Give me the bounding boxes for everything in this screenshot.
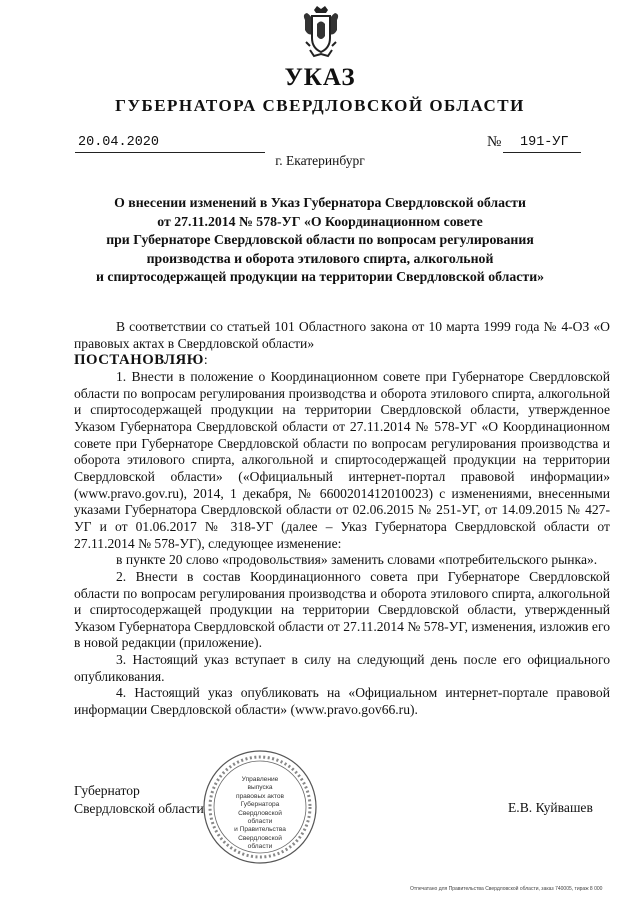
print-note: Отпечатано для Правительства Свердловской области, заказ 740005, тираж 8 000 bbox=[410, 886, 603, 892]
signatory-title-line: Губернатор bbox=[74, 783, 140, 798]
item-1: 1. Внести в положение о Координационном совете при Губернаторе Свердловской области по вопросам регулирования производства и оборота этилового спирта, алкогольной и спиртосодержащей продукции на территории Свердловской области, утвержденное Указом Губернатора Свердловской области от 27.11.2014 № 578-УГ «О Координационном совете при Губернаторе Свердловской области по вопросам регулирования производства и оборота этилового спирта, алкогольной и спиртосодержащей продукции на территории Свердловской области» («Официальный интернет-портал правовой информации» (www.pravo.gov.ru), 2014, 1 декабря, № 6600201412010023) с изменениями, внесенными указами Губернатора Свердловской области от 02.06.2015 № 251-УГ, от 14.09.2015 № 427-УГ и от 01.06.2017 № 318-УГ (далее – Указ Губернатора Свердловской области от 27.11.2014 № 578-УГ), следующее изменение: bbox=[74, 368, 610, 551]
subject-line: при Губернаторе Свердловской области по вопросам регулирования bbox=[106, 232, 534, 248]
coat-of-arms-icon bbox=[300, 4, 342, 60]
city: г. Екатеринбург bbox=[275, 153, 365, 168]
signatory-title bbox=[74, 782, 204, 818]
stamp-line: Свердловской bbox=[238, 809, 282, 817]
item-3: 3. Настоящий указ вступает в силу на следующий день после его официального опубликования. bbox=[74, 652, 610, 684]
item-4: 4. Настоящий указ опубликовать на «Официальном интернет-портале правовой информации Свердловской области» (www.pravo.gov66.ru). bbox=[74, 685, 610, 718]
stamp-line: выпуска bbox=[247, 784, 273, 792]
stamp-text bbox=[226, 776, 294, 852]
item-1-change: в пункте 20 слово «продовольствия» заменить словами «потребительского рынка». bbox=[116, 552, 598, 568]
document-number: 191-УГ bbox=[520, 135, 569, 150]
preamble: В соответствии со статьей 101 Областного закона от 10 марта 1999 года № 4-ОЗ «О правовых актах в Свердловской области» bbox=[74, 319, 610, 351]
signatory-title-line: Свердловской области bbox=[74, 801, 204, 816]
stamp-line: области bbox=[247, 818, 273, 826]
stamp-line: Губернатора bbox=[240, 801, 280, 809]
issuer-title: ГУБЕРНАТОРА СВЕРДЛОВСКОЙ ОБЛАСТИ bbox=[115, 96, 525, 115]
number-sign: № bbox=[487, 134, 502, 150]
subject-line: производства и оборота этилового спирта, алкогольной bbox=[146, 250, 494, 266]
stamp-line: и Правительства bbox=[234, 826, 286, 834]
document-subject bbox=[60, 194, 580, 287]
signatory-name: Е.В. Куйвашев bbox=[508, 800, 593, 815]
stamp-line: области bbox=[247, 843, 273, 851]
document-body bbox=[74, 319, 610, 719]
stamp-line: правовых актов bbox=[235, 792, 285, 800]
subject-line: от 27.11.2014 № 578-УГ «О Координационном совете bbox=[157, 213, 483, 229]
resolve-word: ПОСТАНОВЛЯЮ bbox=[74, 352, 204, 369]
document-date: 20.04.2020 bbox=[78, 135, 160, 150]
stamp-line: Управление bbox=[241, 776, 279, 783]
subject-line: и спиртосодержащей продукции на территории Свердловской области» bbox=[95, 269, 545, 285]
stamp-line: Свердловской bbox=[238, 834, 282, 842]
item-2: 2. Внести в состав Координационного совета при Губернаторе Свердловской области по вопросам регулирования производства и оборота этилового спирта, алкогольной и спиртосодержащей продукции на территории Свердловской области, утвержденный Указом Губернатора Свердловской области от 27.11.2014 № 578-УГ, изменения, изложив его в новой редакции (приложение). bbox=[74, 568, 610, 651]
document-type-title: УКАЗ bbox=[284, 64, 356, 91]
subject-line: О внесении изменений в Указ Губернатора Свердловской области bbox=[114, 195, 526, 210]
resolve-line: ПОСТАНОВЛЯЮ: bbox=[74, 352, 208, 369]
